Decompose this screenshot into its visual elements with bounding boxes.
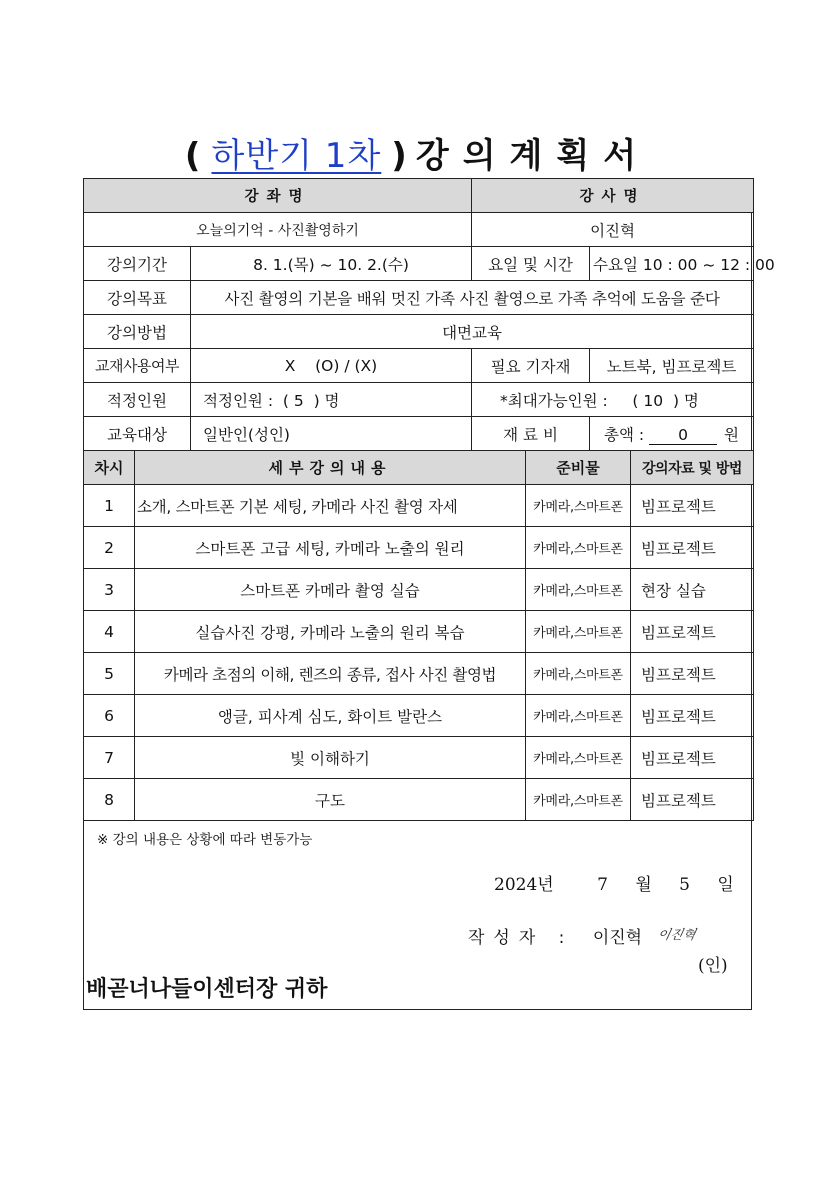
session-material: 현장 실습 xyxy=(631,569,754,611)
session-number: 8 xyxy=(84,779,135,821)
instructor-name: 이진혁 xyxy=(472,213,754,247)
session-content: 빛 이해하기 xyxy=(135,737,526,779)
capacity-value: 적정인원 : ( 5 ) 명 xyxy=(191,383,472,417)
author-name: 이진혁 xyxy=(592,928,643,948)
session-content: 앵글, 피사계 심도, 화이트 발란스 xyxy=(135,695,526,737)
table-row xyxy=(84,653,754,695)
seal-mark: (인) xyxy=(698,956,728,976)
session-material: 빔프로젝트 xyxy=(631,653,754,695)
session-number: 3 xyxy=(84,569,135,611)
fee-unit: 원 xyxy=(724,425,739,444)
session-content: 스마트폰 고급 세팅, 카메라 노출의 원리 xyxy=(135,527,526,569)
capacity-label: 적정인원 xyxy=(84,383,191,417)
textbook-label: 교재사용여부 xyxy=(84,349,191,383)
session-preparation: 카메라,스마트폰 xyxy=(526,611,631,653)
session-material: 빔프로젝트 xyxy=(631,779,754,821)
session-detail-table xyxy=(83,450,754,821)
method-label: 강의방법 xyxy=(84,315,191,349)
period-value: 8. 1.(목) ~ 10. 2.(수) xyxy=(191,247,472,281)
date-year: 2024년 xyxy=(494,875,554,895)
session-preparation: 카메라,스마트폰 xyxy=(526,695,631,737)
max-capacity-value: *최대가능인원 : ( 10 ) 명 xyxy=(472,383,754,417)
preparation-header: 준비물 xyxy=(526,451,631,485)
course-name: 오늘의기억 - 사진촬영하기 xyxy=(84,213,472,247)
addressee: 배곧너나들이센터장 귀하 xyxy=(86,977,328,1002)
title-main: 강의계획서 xyxy=(415,136,651,176)
title-term: 하반기 1차 xyxy=(211,136,382,176)
table-row xyxy=(84,737,754,779)
session-number: 7 xyxy=(84,737,135,779)
fee-total-label: 총액 : xyxy=(604,425,645,444)
table-row xyxy=(84,611,754,653)
date-day-unit: 일 xyxy=(717,875,734,895)
date-month-unit: 월 xyxy=(635,875,652,895)
fee-amount: 0 xyxy=(649,426,717,445)
target-value: 일반인(성인) xyxy=(191,417,472,451)
table-row xyxy=(84,569,754,611)
session-content: 실습사진 강평, 카메라 노출의 원리 복습 xyxy=(135,611,526,653)
session-header: 차시 xyxy=(84,451,135,485)
method-value: 대면교육 xyxy=(191,315,754,349)
table-row xyxy=(84,485,754,527)
document-date xyxy=(494,870,734,895)
session-preparation: 카메라,스마트폰 xyxy=(526,485,631,527)
session-number: 6 xyxy=(84,695,135,737)
material-header: 강의자료 및 방법 xyxy=(631,451,754,485)
title-close-paren: ) xyxy=(391,136,408,176)
author-label: 작성자 : xyxy=(468,928,574,948)
table-row xyxy=(84,695,754,737)
session-material: 빔프로젝트 xyxy=(631,485,754,527)
session-preparation: 카메라,스마트폰 xyxy=(526,737,631,779)
session-number: 5 xyxy=(84,653,135,695)
instructor-header: 강사명 xyxy=(472,179,754,213)
session-number: 4 xyxy=(84,611,135,653)
session-material: 빔프로젝트 xyxy=(631,527,754,569)
session-material: 빔프로젝트 xyxy=(631,737,754,779)
session-content: 구도 xyxy=(135,779,526,821)
course-info-table xyxy=(83,178,775,451)
session-preparation: 카메라,스마트폰 xyxy=(526,569,631,611)
session-content: 카메라 초점의 이해, 렌즈의 종류, 접사 사진 촬영법 xyxy=(135,653,526,695)
day-time-label: 요일 및 시간 xyxy=(472,247,590,281)
equipment-label: 필요 기자재 xyxy=(472,349,590,383)
session-number: 1 xyxy=(84,485,135,527)
session-preparation: 카메라,스마트폰 xyxy=(526,653,631,695)
textbook-value: X (O) / (X) xyxy=(191,349,472,383)
goal-label: 강의목표 xyxy=(84,281,191,315)
session-content: 스마트폰 카메라 촬영 실습 xyxy=(135,569,526,611)
content-header: 세부강의내용 xyxy=(135,451,526,485)
period-label: 강의기간 xyxy=(84,247,191,281)
page-title xyxy=(0,128,835,177)
day-time-value: 수요일 10 : 00 ~ 12 : 00 xyxy=(590,247,754,281)
fee-label: 재 료 비 xyxy=(472,417,590,451)
author-signature: 이진혁 xyxy=(655,928,697,943)
date-day: 5 xyxy=(679,875,690,895)
session-preparation: 카메라,스마트폰 xyxy=(526,779,631,821)
session-content: 소개, 스마트폰 기본 세팅, 카메라 사진 촬영 자세 xyxy=(135,485,526,527)
table-row xyxy=(84,527,754,569)
change-note: ※ 강의 내용은 상황에 따라 변동가능 xyxy=(97,832,313,848)
target-label: 교육대상 xyxy=(84,417,191,451)
session-preparation: 카메라,스마트폰 xyxy=(526,527,631,569)
title-open-paren: ( xyxy=(184,136,202,176)
fee-cell xyxy=(590,417,754,451)
course-name-header: 강좌명 xyxy=(84,179,472,213)
session-number: 2 xyxy=(84,527,135,569)
equipment-value: 노트북, 빔프로젝트 xyxy=(590,349,754,383)
table-row xyxy=(84,779,754,821)
session-material: 빔프로젝트 xyxy=(631,611,754,653)
author-line xyxy=(468,923,642,948)
date-month: 7 xyxy=(597,875,608,895)
session-material: 빔프로젝트 xyxy=(631,695,754,737)
goal-value: 사진 촬영의 기본을 배워 멋진 가족 사진 촬영으로 가족 추억에 도움을 준다 xyxy=(191,281,754,315)
